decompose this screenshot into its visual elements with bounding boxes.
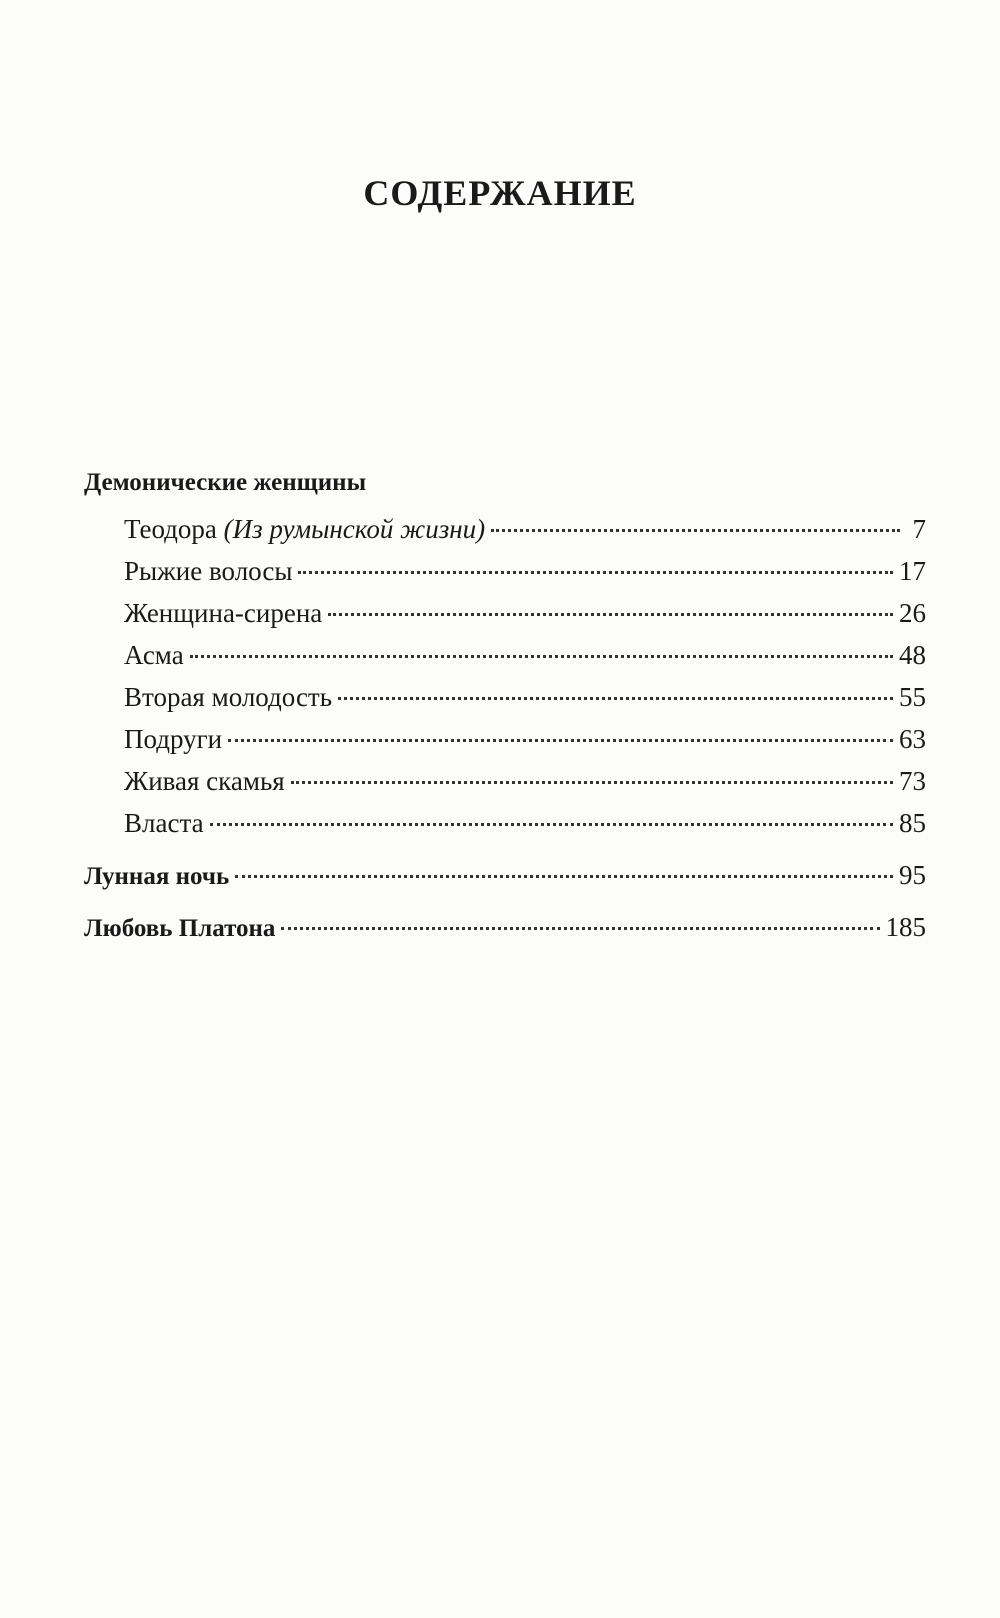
toc-entry-label: Любовь Платона bbox=[84, 915, 276, 942]
page-title: СОДЕРЖАНИЕ bbox=[363, 173, 637, 213]
dot-leader bbox=[298, 571, 893, 574]
dot-leader bbox=[190, 655, 893, 658]
toc-entry-page: 7 bbox=[912, 514, 926, 544]
toc-entry-page: 55 bbox=[899, 682, 926, 712]
dot-leader bbox=[228, 739, 893, 742]
toc-entry-note: (Из румынской жизни) bbox=[223, 514, 486, 544]
toc-entry-label: Вторая молодость bbox=[124, 682, 333, 712]
toc-top-entry bbox=[84, 854, 926, 896]
toc-entry bbox=[84, 634, 926, 676]
toc-entry-label: Теодора (Из румынской жизни) bbox=[124, 514, 486, 544]
dot-leader bbox=[291, 781, 893, 784]
toc-entry bbox=[84, 550, 926, 592]
toc-entry-label: Асма bbox=[124, 640, 184, 670]
toc-entry bbox=[84, 592, 926, 634]
toc-entry-page: 26 bbox=[899, 598, 926, 628]
dot-leader bbox=[235, 875, 893, 878]
toc-entry-page: 85 bbox=[899, 808, 926, 838]
dot-leader bbox=[328, 613, 893, 616]
toc-entry bbox=[84, 760, 926, 802]
toc-top-entry bbox=[84, 906, 926, 948]
toc-entry-page: 95 bbox=[899, 860, 926, 890]
toc-entry-label: Рыжие волосы bbox=[124, 556, 293, 586]
toc-entry-page: 48 bbox=[899, 640, 926, 670]
toc-entry-label: Власта bbox=[124, 808, 204, 838]
toc-entry-label: Женщина-сирена bbox=[124, 598, 323, 628]
dot-leader bbox=[210, 823, 893, 826]
dot-leader bbox=[491, 529, 900, 532]
toc-entry bbox=[84, 802, 926, 844]
toc-entry-label: Лунная ночь bbox=[84, 863, 230, 890]
dot-leader bbox=[338, 697, 893, 700]
toc-entry-page: 63 bbox=[899, 724, 926, 754]
toc-entry-label: Подруги bbox=[124, 724, 223, 754]
dot-leader bbox=[281, 927, 879, 930]
toc-entry bbox=[84, 718, 926, 760]
toc-entry-page: 185 bbox=[885, 912, 926, 942]
toc-entry bbox=[84, 508, 926, 550]
toc-entry bbox=[84, 676, 926, 718]
toc-entry-page: 17 bbox=[899, 556, 926, 586]
toc-entry-label: Живая скамья bbox=[124, 766, 285, 796]
table-of-contents bbox=[84, 466, 926, 948]
toc-entry-page: 73 bbox=[899, 766, 926, 796]
section-heading: Демонические женщины bbox=[84, 469, 367, 496]
